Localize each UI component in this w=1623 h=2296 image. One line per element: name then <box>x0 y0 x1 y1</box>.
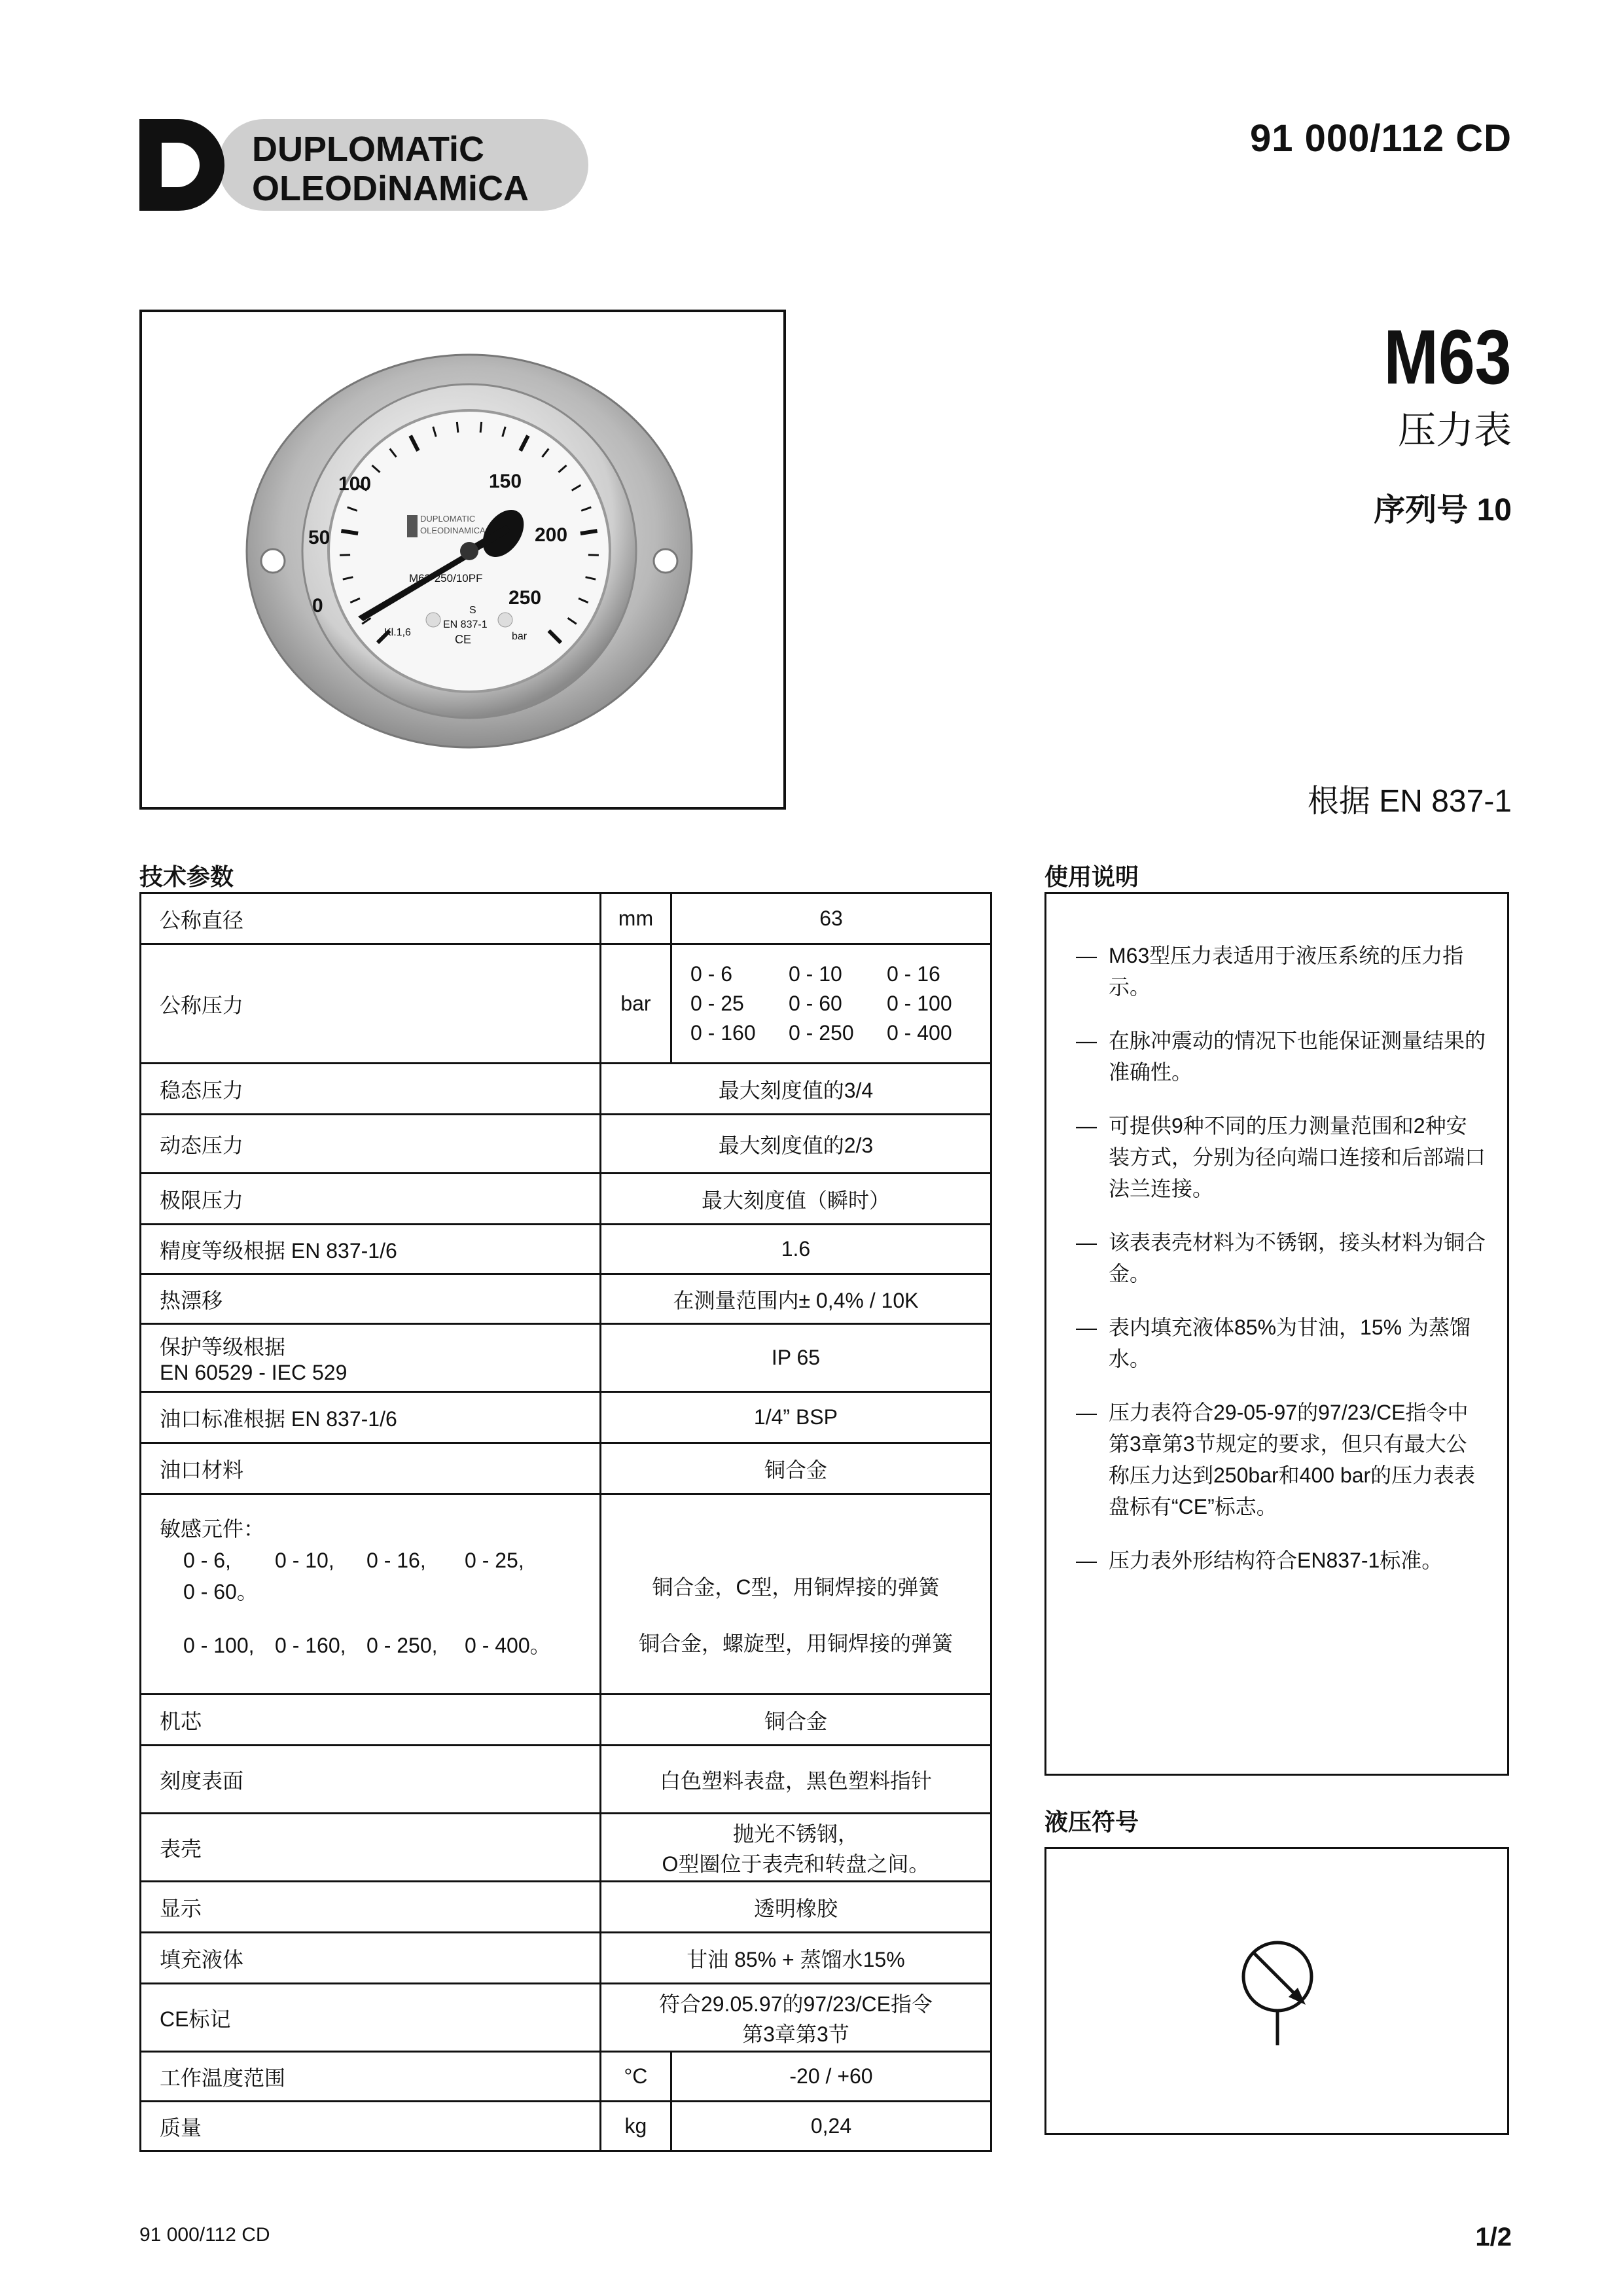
dial-unit: bar <box>512 631 527 642</box>
table-row <box>141 944 991 1064</box>
spec-label: 表壳 <box>141 1814 601 1882</box>
table-row <box>141 893 991 944</box>
pressure-gauge-image <box>142 312 783 807</box>
spec-label: 公称直径 <box>141 893 601 944</box>
product-model: M63 <box>1383 314 1512 401</box>
range-item: 0 - 6 <box>690 962 733 986</box>
spec-label: 公称压力 <box>141 944 601 1064</box>
product-subtitle: 压力表 <box>1397 409 1512 452</box>
mount-hole-left <box>261 549 285 573</box>
scale-label-250: 250 <box>508 587 542 609</box>
range-item: 0 - 25 <box>690 992 744 1015</box>
sensor-value-cell <box>600 1494 991 1695</box>
dial-class: Kl.1,6 <box>384 627 411 638</box>
footer-doc-code: 91 000/112 CD <box>139 2224 270 2246</box>
sensor-range: 0 - 6, <box>183 1549 231 1572</box>
scale-label-150: 150 <box>489 471 522 492</box>
spec-value: IP 65 <box>600 1324 991 1392</box>
list-item <box>1076 1312 1488 1374</box>
product-standard: 根据 EN 837-1 <box>1307 784 1512 819</box>
note-dash: — <box>1076 944 1097 967</box>
spec-label: CE标记 <box>141 1984 601 2052</box>
sensor-range: 0 - 16, <box>366 1549 426 1572</box>
usage-notes-box <box>1044 892 1509 1776</box>
sensor-value1: 铜合金，C型，用铜焊接的弹簧 <box>652 1575 940 1599</box>
spec-value: 铜合金 <box>600 1443 991 1494</box>
table-row <box>141 1274 991 1324</box>
ce-value-line1: 符合29.05.97的97/23/CE指令 <box>658 1992 933 2016</box>
table-row <box>141 1174 991 1225</box>
sensor-label: 敏感元件： <box>160 1517 265 1541</box>
range-item: 0 - 400 <box>886 1021 952 1045</box>
dial-model: M63-250/10PF <box>409 572 483 584</box>
spec-label: 稳态压力 <box>141 1064 601 1115</box>
note-text: 表内填充液体85%为甘油，15% 为蒸馏水。 <box>1109 1316 1471 1371</box>
spec-value <box>600 1984 991 2052</box>
table-row <box>141 1324 991 1392</box>
spec-unit: mm <box>600 893 671 944</box>
protection-label-line2: EN 60529 - IEC 529 <box>160 1361 348 1384</box>
table-row <box>141 1695 991 1746</box>
note-dash: — <box>1076 1230 1097 1254</box>
spec-value: -20 / +60 <box>671 2052 991 2102</box>
dial-brand2: OLEODINAMICA <box>420 526 486 535</box>
table-row <box>141 1392 991 1443</box>
sensor-range: 0 - 100, <box>183 1634 255 1657</box>
range-item: 0 - 60 <box>788 992 842 1015</box>
dial-s: S <box>469 605 476 616</box>
table-row <box>141 1882 991 1933</box>
spec-label: 热漂移 <box>141 1274 601 1324</box>
sensor-range: 0 - 60。 <box>183 1580 258 1604</box>
spec-value: 白色塑料表盘，黑色塑料指针 <box>600 1746 991 1814</box>
document-code: 91 000/112 CD <box>1250 117 1512 160</box>
dial-brand1: DUPLOMATIC <box>420 514 476 524</box>
sensor-label-cell <box>141 1494 601 1695</box>
brand-line2: OLEODiNAMiCA <box>252 169 529 208</box>
scale-label-50: 50 <box>308 527 330 548</box>
list-item <box>1076 1110 1488 1204</box>
table-row <box>141 1225 991 1274</box>
specs-heading: 技术参数 <box>139 863 234 890</box>
note-text: M63型压力表适用于液压系统的压力指示。 <box>1109 944 1464 999</box>
note-text: 该表表壳材料为不锈钢，接头材料为铜合金。 <box>1109 1230 1486 1285</box>
spec-unit: kg <box>600 2102 671 2151</box>
scale-label-100: 100 <box>338 473 372 495</box>
note-dash: — <box>1076 1029 1097 1052</box>
case-value-line2: O型圈位于表壳和转盘之间。 <box>662 1852 930 1876</box>
hydraulic-symbol-box <box>1044 1847 1509 2135</box>
list-item <box>1076 1227 1488 1289</box>
gauge-tick <box>340 555 350 556</box>
note-dash: — <box>1076 1114 1097 1138</box>
spec-label: 质量 <box>141 2102 601 2151</box>
spec-label: 极限压力 <box>141 1174 601 1225</box>
pressure-gauge-symbol-icon <box>1046 1849 1507 2133</box>
scale-label-200: 200 <box>535 524 568 546</box>
spec-value <box>600 1814 991 1882</box>
table-row <box>141 1064 991 1115</box>
spec-label: 机芯 <box>141 1695 601 1746</box>
case-value-line1: 抛光不锈钢， <box>732 1821 859 1846</box>
gauge-tick <box>457 422 458 433</box>
symbol-heading: 液压符号 <box>1044 1808 1139 1835</box>
ce-value-line2: 第3章第3节 <box>742 2022 849 2046</box>
spec-value: 最大刻度值的2/3 <box>600 1115 991 1174</box>
sensor-range: 0 - 250, <box>366 1634 438 1657</box>
table-row <box>141 1746 991 1814</box>
table-row <box>141 1984 991 2052</box>
range-item: 0 - 100 <box>886 992 952 1015</box>
sensor-range: 0 - 25, <box>465 1549 524 1572</box>
note-dash: — <box>1076 1549 1097 1572</box>
table-row <box>141 1933 991 1984</box>
spec-value: 1/4” BSP <box>600 1392 991 1443</box>
spec-value: 最大刻度值的3/4 <box>600 1064 991 1115</box>
spec-unit: bar <box>600 944 671 1064</box>
product-series: 序列号 10 <box>1374 493 1512 528</box>
table-row <box>141 1814 991 1882</box>
spec-value: 最大刻度值（瞬时） <box>600 1174 991 1225</box>
range-item: 0 - 250 <box>788 1021 854 1045</box>
range-item: 0 - 16 <box>886 962 940 986</box>
list-item <box>1076 940 1488 1003</box>
spec-value: 铜合金 <box>600 1695 991 1746</box>
spec-value: 在测量范围内± 0,4% / 10K <box>600 1274 991 1324</box>
spec-label: 刻度表面 <box>141 1746 601 1814</box>
page-number: 1/2 <box>1475 2223 1512 2251</box>
spec-unit: °C <box>600 2052 671 2102</box>
usage-heading: 使用说明 <box>1044 863 1139 890</box>
sensor-range: 0 - 160, <box>275 1634 346 1657</box>
table-row <box>141 2052 991 2102</box>
spec-label <box>141 1324 601 1392</box>
spec-label: 动态压力 <box>141 1115 601 1174</box>
range-item: 0 - 160 <box>690 1021 756 1045</box>
dial-ce: CE <box>455 633 472 646</box>
spec-value: 1.6 <box>600 1225 991 1274</box>
protection-label-line1: 保护等级根据 <box>160 1335 286 1359</box>
spec-value: 0,24 <box>671 2102 991 2151</box>
spec-label: 工作温度范围 <box>141 2052 601 2102</box>
sensor-value2: 铜合金，螺旋型，用铜焊接的弹簧 <box>638 1631 953 1655</box>
spec-label: 油口材料 <box>141 1443 601 1494</box>
brand-line1: DUPLOMATiC <box>252 130 484 169</box>
gauge-tick <box>580 531 597 533</box>
list-item <box>1076 1025 1488 1088</box>
spec-label: 显示 <box>141 1882 601 1933</box>
dial-std: EN 837-1 <box>443 619 488 630</box>
company-logo <box>139 117 591 215</box>
duplomatic-logo-icon <box>139 117 591 215</box>
spec-value: 甘油 85% + 蒸馏水15% <box>600 1933 991 1984</box>
specs-table <box>139 892 992 2152</box>
list-item <box>1076 1545 1488 1576</box>
sensor-range: 0 - 10, <box>275 1549 334 1572</box>
list-item <box>1076 1397 1488 1522</box>
gauge-tick <box>341 531 358 533</box>
spec-label: 油口标准根据 EN 837-1/6 <box>141 1392 601 1443</box>
note-text: 压力表符合29-05-97的97/23/CE指令中第3章第3节规定的要求，但只有最大公称压力达到250bar和400 bar的压力表表盘标有“CE”标志。 <box>1109 1401 1476 1518</box>
product-photo-frame <box>139 310 786 810</box>
sensor-range: 0 - 400。 <box>465 1634 551 1657</box>
spec-value: 63 <box>671 893 991 944</box>
table-row <box>141 1115 991 1174</box>
note-text: 可提供9种不同的压力测量范围和2种安装方式，分别为径向端口连接和后部端口法兰连接。 <box>1109 1114 1486 1200</box>
scale-label-0: 0 <box>312 595 323 617</box>
note-dash: — <box>1076 1401 1097 1424</box>
note-dash: — <box>1076 1316 1097 1339</box>
table-row <box>141 1443 991 1494</box>
gauge-tick <box>480 422 482 433</box>
spec-label: 精度等级根据 EN 837-1/6 <box>141 1225 601 1274</box>
range-item: 0 - 10 <box>788 962 842 986</box>
table-row <box>141 2102 991 2151</box>
spec-value: 透明橡胶 <box>600 1882 991 1933</box>
note-text: 在脉冲震动的情况下也能保证测量结果的准确性。 <box>1109 1029 1486 1084</box>
note-text: 压力表外形结构符合EN837-1标准。 <box>1109 1549 1443 1572</box>
table-row <box>141 1494 991 1695</box>
spec-value-ranges <box>671 944 991 1064</box>
spec-label: 填充液体 <box>141 1933 601 1984</box>
gauge-tick <box>588 555 599 556</box>
mount-hole-right <box>654 549 677 573</box>
